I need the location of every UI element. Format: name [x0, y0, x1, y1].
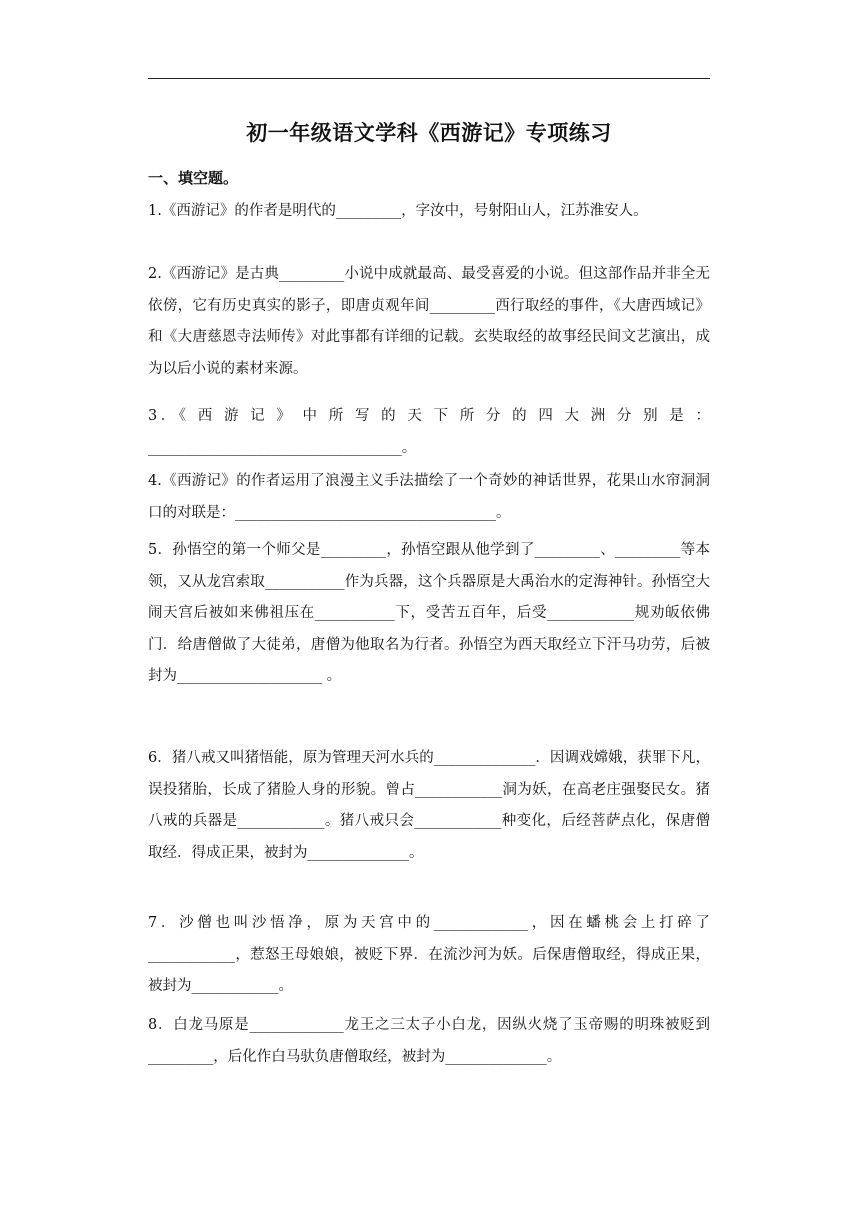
section-heading: 一、填空题。 — [148, 169, 239, 187]
question-1: 1.《西游记》的作者是明代的_________，字汝中，号射阳山人，江苏淮安人。 — [148, 203, 648, 219]
question-3: 3．《 西 游 记 》 中 所 写 的 天 下 所 分 的 四 大 洲 分 别 是 ：___________________________________。 — [148, 408, 710, 456]
question-6: 6．猪八戒又叫猪悟能，原为管理天河水兵的______________．因调戏嫦娥，获罪下凡，误投猪胎，长成了猪脸人身的形貌。曾占____________洞为妖，在高老庄强娶民女。猪八戒的兵器是____________。猪八戒只会____________种变化，后经菩萨点化，保唐僧取经．得成正果，被封为______________。 — [148, 750, 710, 861]
page-title: 初一年级语文学科《西游记》专项练习 — [246, 120, 612, 145]
question-8: 8．白龙马原是_____________龙王之三太子小白龙，因纵火烧了玉帝赐的明珠被贬到_________，后化作白马驮负唐僧取经，被封为______________。 — [148, 1017, 710, 1065]
question-5: 5．孙悟空的第一个师父是_________，孙悟空跟从他学到了_________、_________等本领，又从龙宫索取___________作为兵器，这个兵器原是大禹治水的定海神针。孙悟空大闹天宫后被如来佛祖压在___________下，受苦五百年，后受____________规劝皈依佛门．给唐僧做了大徒弟，唐僧为他取名为行者。孙悟空为西天取经立下汗马功劳，后被封为____________________ 。 — [148, 542, 710, 684]
question-7: 7．沙僧也叫沙悟净，原为天宫中的_____________，因在蟠桃会上打碎了____________，惹怒王母娘娘，被贬下界．在流沙河为妖。后保唐僧取经，得成正果，被封为____________。 — [148, 915, 710, 994]
question-4: 4.《西游记》的作者运用了浪漫主义手法描绘了一个奇妙的神话世界，花果山水帘洞洞口的对联是：____________________________________。 — [148, 473, 710, 521]
header-rule — [148, 78, 710, 79]
question-2: 2.《西游记》是古典_________小说中成就最高、最受喜爱的小说。但这部作品并非全无依傍，它有历史真实的影子，即唐贞观年间_________西行取经的事件，《大唐西域记》和《大唐慈恩寺法师传》对此事都有详细的记载。玄奘取经的故事经民间文艺演出，成为以后小说的素材来源。 — [148, 266, 710, 377]
